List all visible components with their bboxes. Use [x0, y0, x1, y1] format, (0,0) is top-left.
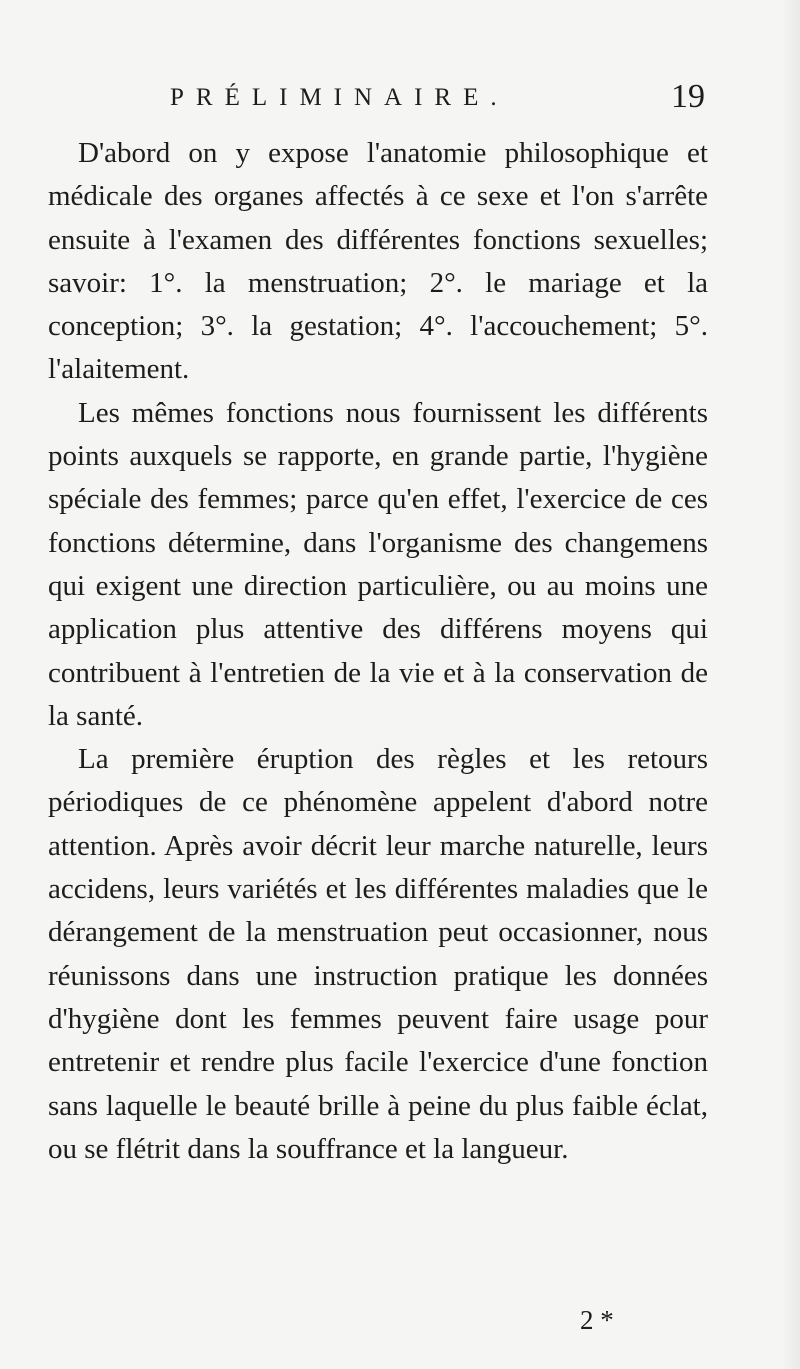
paragraph-2: Les mêmes fonctions nous fournissent les différents points auxquels se rapporte, en grande partie, l'hygiène spéciale des femmes; parce qu'en effet, l'exercice de ces fonctions détermine, dans l'organisme des changemens qui exigent une direction particulière, ou au moins une application plus attentive des différens moyens qui contribuent à l'entretien de la vie et à la conservation de la santé.	[48, 396, 708, 732]
signature-mark: 2 *	[580, 1305, 614, 1335]
binding-shadow	[782, 0, 800, 1369]
running-title: PRÉLIMINAIRE.	[170, 84, 509, 111]
paragraph-1: D'abord on y expose l'anatomie philosophique et médicale des organes affectés à ce sexe et l'on s'arrête ensuite à l'examen des différentes fonctions sexuelles; savoir: 1°. la menstruation; 2°. le mariage et la conception; 3°. la gestation; 4°. l'accouchement; 5°. l'alaitement.	[48, 137, 708, 386]
paragraph-3: La première éruption des règles et les retours périodiques de ce phénomène appelent d'abord notre attention. Après avoir décrit leur marche naturelle, leurs accidens, leurs variétés et les différentes maladies que le dérangement de la menstruation peut occasionner, nous réunissons dans une instruction pratique les données d'hygiène dont les femmes peuvent faire usage pour entretenir et rendre plus facile l'exercice d'une fonction sans laquelle le beauté brille à peine du plus faible éclat, ou se flétrit dans la souffrance et la langueur.	[48, 743, 708, 1165]
body-text	[48, 132, 708, 1171]
page-number: 19	[671, 78, 705, 115]
page-header	[0, 68, 800, 128]
